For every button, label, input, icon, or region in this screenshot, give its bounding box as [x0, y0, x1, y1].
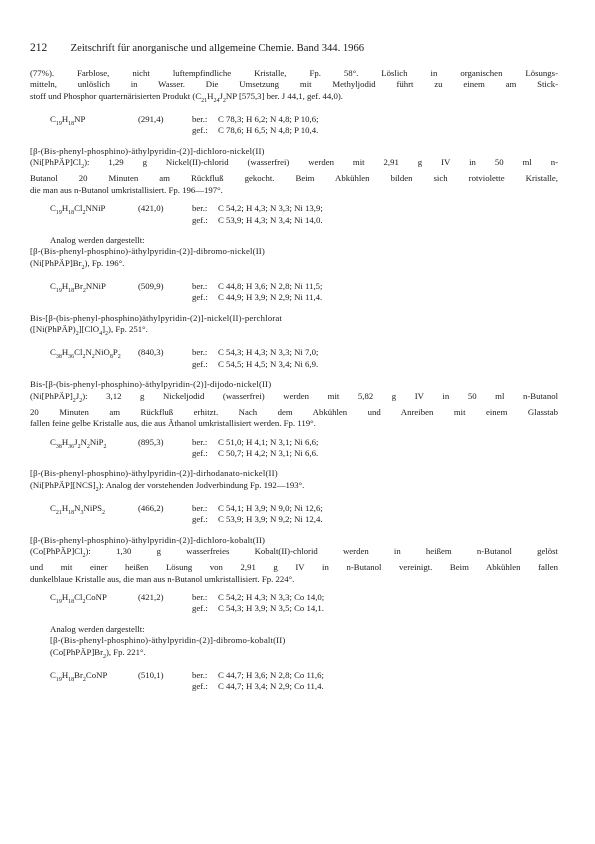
analysis-values: C 54,2; H 4,3; N 3,3; Co 14,0;	[218, 592, 325, 603]
text-line: Bis-[β-(bis-phenyl-phosphino)äthylpyridin-(2)]-nickel(II)-perchlorat	[30, 312, 283, 323]
paragraph	[30, 68, 558, 107]
molecular-weight: (895,3)	[138, 436, 164, 447]
molecular-weight: (421,0)	[138, 203, 164, 214]
analysis-found	[192, 603, 324, 614]
analysis-values: C 54,3; H 3,9; N 3,5; Co 14,1.	[218, 603, 324, 614]
molecular-weight: (291,4)	[138, 113, 164, 124]
analysis-label: gef.:	[192, 358, 208, 369]
analysis-values: C 53,9; H 3,9; N 9,2; Ni 12,4.	[218, 514, 323, 525]
analysis-label: ber.:	[192, 113, 208, 124]
molecular-formula: $C_{19}H_{18}Br_2CoNP$	[50, 669, 108, 683]
paragraph	[30, 535, 558, 585]
analysis-found	[192, 514, 323, 525]
molecular-weight: (510,1)	[138, 669, 164, 680]
analysis-label: ber.:	[192, 347, 208, 358]
text-line: [β-(Bis-phenyl-phosphino)-äthylpyridin-(2)]-dichloro-nickel(II)	[30, 145, 265, 156]
text-line: $(Ni[PhPÄP][NCS]_2)$: Analog der vorstehenden Jodverbindung Fp. 192—193°.	[30, 479, 305, 493]
paragraph	[30, 468, 558, 496]
elemental-analysis	[50, 592, 558, 615]
analysis-calculated	[192, 114, 319, 125]
analysis-calculated	[192, 592, 324, 603]
text-line: Butanol 20 Minuten am Rückfluß gekocht. Beim Abkühlen bilden sich rotviolette Kristalle,	[30, 173, 558, 184]
text-line: 20 Minuten am Rückfluß erhitzt. Nach dem Abkühlen und Anreiben mit einem Glasstab	[30, 406, 558, 417]
molecular-weight: (840,3)	[138, 347, 164, 358]
molecular-formula: $C_{19}H_{18}Br_2NNiP$	[50, 280, 106, 294]
analysis-label: gef.:	[192, 292, 208, 303]
indented-text	[50, 635, 558, 663]
analysis-label: gef.:	[192, 447, 208, 458]
molecular-formula: $C_{38}H_{36}J_2N_2NiP_2$	[50, 436, 107, 450]
text-line: [β-(Bis-phenyl-phosphino)-äthylpyridin-(2)]-dibromo-kobalt(II)	[50, 635, 286, 646]
paragraph	[30, 146, 558, 196]
page-number: 212	[30, 42, 48, 54]
journal-title: Zeitschrift für anorganische und allgemeine Chemie. Band 344. 1966	[70, 43, 365, 54]
text-line: stoff und Phosphor quarternärisierten Produkt ($C_{21}H_{24}J_2NP$ [575,3] ber. J 44,1, gef. 44,0).	[30, 90, 343, 104]
elemental-analysis	[50, 503, 558, 526]
analysis-values: C 54,5; H 4,5; N 3,4; Ni 6,9.	[218, 358, 319, 369]
text-line: dunkelblaue Kristalle aus, die man aus n-Butanol umkristallisiert. Fp. 224°.	[30, 573, 295, 584]
analysis-found	[192, 681, 324, 692]
analysis-values: C 54,3; H 4,3; N 3,3; Ni 7,0;	[218, 347, 319, 358]
text-line: [β-(Bis-phenyl-phosphino)-äthylpyridin-(2)]-dirhodanato-nickel(II)	[30, 468, 278, 479]
text-line: Analog werden dargestellt:	[50, 623, 145, 634]
analysis-label: gef.:	[192, 125, 208, 136]
analysis-found	[192, 448, 318, 459]
text-line: [β-(Bis-phenyl-phosphino)-äthylpyridin-(2)]-dichloro-kobalt(II)	[30, 534, 266, 545]
analysis-calculated	[192, 203, 323, 214]
text-line: $(Co[PhPÄP]Br_2)$, Fp. 221°.	[50, 646, 146, 660]
analysis-label: gef.:	[192, 603, 208, 614]
molecular-formula: $C_{38}H_{36}Cl_2N_2NiO_8P_2$	[50, 347, 121, 361]
text-line: und mit einer heißen Lösung von 2,91 g IV in n-Butanol vereinigt. Beim Abkühlen fallen	[30, 562, 558, 573]
text-line: $(Co[PhPÄP]Cl_2)$: 1,30 g wasserfreies Kobalt(II)-chlorid werden in heißem n-Butanol gelöst	[30, 546, 558, 559]
analysis-values: C 50,7; H 4,2; N 3,1; Ni 6,6.	[218, 447, 319, 458]
analysis-values: C 54,2; H 4,3; N 3,3; Ni 13,9;	[218, 203, 323, 214]
indented-text	[50, 624, 558, 635]
analysis-values: C 78,6; H 6,5; N 4,8; P 10,4.	[218, 125, 319, 136]
analysis-calculated	[192, 347, 318, 358]
molecular-weight: (466,2)	[138, 502, 164, 513]
text-line: $([Ni(PhPÄP)_2][ClO_4]_2)$, Fp. 251°.	[30, 324, 148, 337]
molecular-weight: (421,2)	[138, 592, 164, 603]
elemental-analysis	[50, 437, 558, 460]
running-header	[30, 42, 570, 54]
analysis-found	[192, 215, 323, 226]
analysis-values: C 44,9; H 3,9; N 2,9; Ni 11,4.	[218, 292, 323, 303]
analysis-values: C 44,7; H 3,6; N 2,8; Co 11,6;	[218, 669, 324, 680]
paragraph	[30, 313, 558, 341]
text-line: Analog werden dargestellt:	[50, 234, 145, 245]
analysis-label: ber.:	[192, 502, 208, 513]
elemental-analysis	[50, 114, 558, 137]
molecular-weight: (509,9)	[138, 280, 164, 291]
text-line: $(Ni[PhPÄP]Cl_2)$: 1,29 g Nickel(II)-chlorid (wasserfrei) werden mit 2,91 g IV in 50 ml n-	[30, 157, 558, 170]
text-line: mitteln, unlöslich in Wasser. Die Umsetzung mit Methyljodid führt zu einem am Stick-	[30, 79, 558, 90]
molecular-formula: $C_{21}H_{18}N_3NiPS_2$	[50, 502, 105, 516]
elemental-analysis	[50, 281, 558, 304]
molecular-formula: $C_{19}H_{18}NP$	[50, 113, 86, 127]
analysis-values: C 44,7; H 3,4; N 2,9; Co 11,4.	[218, 681, 324, 692]
analysis-label: ber.:	[192, 669, 208, 680]
text-line: [β-(Bis-phenyl-phosphino)-äthylpyridin-(2)]-dibromo-nickel(II)	[30, 246, 265, 257]
analysis-label: ber.:	[192, 203, 208, 214]
body-text	[30, 68, 558, 702]
analysis-label: ber.:	[192, 592, 208, 603]
analysis-calculated	[192, 503, 323, 514]
text-line: $(Ni[PhPÄP]_2J_2)$: 3,12 g Nickeljodid (wasserfrei) werden mit 5,82 g IV in 50 ml n-Butanol	[30, 390, 558, 404]
elemental-analysis	[50, 203, 558, 226]
paragraph	[30, 246, 558, 274]
analysis-values: C 44,8; H 3,6; N 2,8; Ni 11,5;	[218, 280, 323, 291]
analysis-label: ber.:	[192, 436, 208, 447]
text-line: Bis-[β-(bis-phenyl-phosphino)-äthylpyridin-(2)]-dijodo-nickel(II)	[30, 379, 272, 390]
analysis-label: gef.:	[192, 214, 208, 225]
molecular-formula: $C_{19}H_{18}Cl_2CoNP$	[50, 592, 107, 605]
text-line: (77%). Farblose, nicht luftempfindliche Kristalle, Fp. 58°. Löslich in organischen Lösungs-	[30, 68, 558, 78]
analysis-values: C 78,3; H 6,2; N 4,8; P 10,6;	[218, 113, 319, 124]
molecular-formula: $C_{19}H_{18}Cl_2NNiP$	[50, 203, 106, 216]
text-line: die man aus n-Butanol umkristallisiert. Fp. 196—197°.	[30, 184, 223, 195]
analysis-calculated	[192, 281, 322, 292]
analysis-found	[192, 125, 319, 136]
analysis-label: gef.:	[192, 514, 208, 525]
analysis-values: C 51,0; H 4,1; N 3,1; Ni 6,6;	[218, 436, 319, 447]
text-line: $(Ni[PhPÄP]Br_2)$, Fp. 196°.	[30, 257, 125, 271]
paragraph	[30, 379, 558, 429]
elemental-analysis	[50, 347, 558, 370]
elemental-analysis	[50, 670, 558, 693]
indented-text	[50, 235, 558, 246]
analysis-values: C 54,1; H 3,9; N 9,0; Ni 12,6;	[218, 502, 323, 513]
analysis-calculated	[192, 670, 324, 681]
analysis-found	[192, 359, 318, 370]
analysis-found	[192, 292, 322, 303]
analysis-label: ber.:	[192, 280, 208, 291]
analysis-calculated	[192, 437, 318, 448]
text-line: fallen feine gelbe Kristalle aus, die aus Äthanol umkristallisiert werden. Fp. 119°.	[30, 418, 316, 429]
analysis-values: C 53,9; H 4,3; N 3,4; Ni 14,0.	[218, 214, 323, 225]
analysis-label: gef.:	[192, 681, 208, 692]
